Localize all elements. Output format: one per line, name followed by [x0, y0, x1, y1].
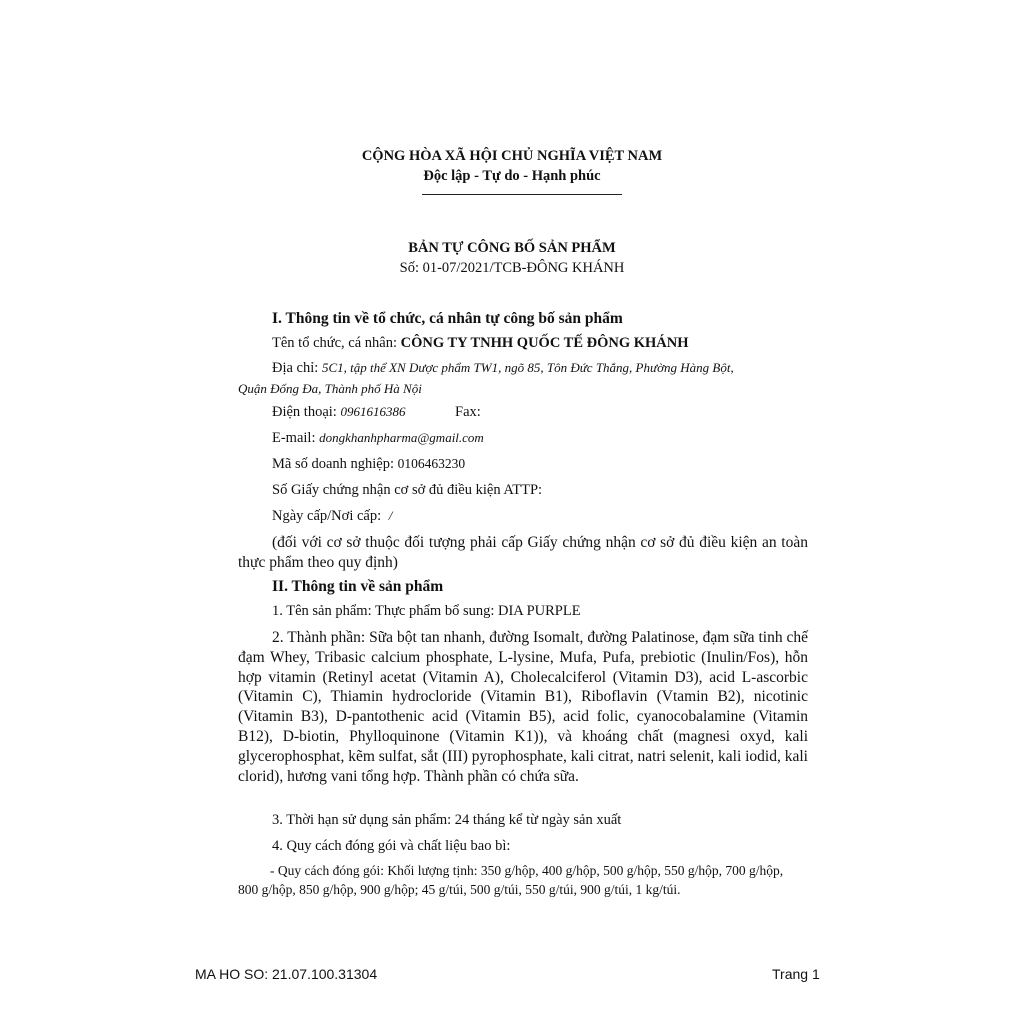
cert-label: Số Giấy chứng nhận cơ sở đủ điều kiện ATTP: — [272, 482, 543, 498]
product-name: 1. Tên sản phẩm: Thực phẩm bổ sung: DIA PURPLE — [272, 603, 581, 619]
org-value: CÔNG TY TNHH QUỐC TẾ ĐÔNG KHÁNH — [400, 335, 689, 351]
ingredients — [238, 628, 808, 786]
address-line1: 5C1, tập thể XN Dược phẩm TW1, ngõ 85, Tôn Đức Thắng, Phường Hàng Bột, — [321, 360, 734, 375]
email-label: E-mail: — [272, 430, 316, 446]
section2-heading: II. Thông tin về sản phẩm — [272, 578, 444, 595]
email-value: dongkhanhpharma@gmail.com — [319, 430, 484, 445]
issue-label: Ngày cấp/Nơi cấp: — [272, 508, 382, 524]
packaging-heading: 4. Quy cách đóng gói và chất liệu bao bì: — [272, 838, 511, 854]
issue-value: / — [388, 508, 393, 523]
biz-code-value: 0106463230 — [397, 456, 466, 471]
cert-note — [238, 533, 808, 573]
biz-code-label: Mã số doanh nghiệp: — [272, 456, 395, 472]
shelf-life: 3. Thời hạn sử dụng sản phẩm: 24 tháng kể từ ngày sản xuất — [272, 812, 622, 828]
address-label: Địa chỉ: — [272, 360, 319, 376]
section1-heading: I. Thông tin về tổ chức, cá nhân tự công bố sản phẩm — [272, 310, 623, 327]
motto: Độc lập - Tự do - Hạnh phúc — [423, 168, 601, 184]
biz-code-row — [272, 456, 465, 473]
issue-row — [272, 508, 392, 525]
header-divider — [422, 194, 622, 195]
org-label: Tên tổ chức, cá nhân: — [272, 335, 398, 351]
address-line2: Quận Đống Đa, Thành phố Hà Nội — [238, 381, 422, 396]
packing-spec-text: - Quy cách đóng gói: Khối lượng tịnh: 350 g/hộp, 400 g/hộp, 500 g/hộp, 550 g/hộp, 700 g/hộp, 800 g/hộp, 850 g/hộp, 900 g/hộp; 45 g/túi, 500 g/túi, 550 g/túi, 900 g/túi, 1 kg/túi. — [238, 863, 784, 897]
address-row — [272, 360, 734, 377]
document-number: Số: 01-07/2021/TCB-ĐÔNG KHÁNH — [399, 260, 625, 276]
fax-label: Fax: — [455, 404, 481, 420]
email-row — [272, 430, 484, 447]
packing-spec — [238, 861, 800, 899]
page-number: Trang 1 — [772, 966, 820, 982]
document-title: BẢN TỰ CÔNG BỐ SẢN PHẨM — [408, 240, 616, 256]
phone-value: 0961616386 — [340, 404, 406, 419]
ingredients-text: 2. Thành phần: Sữa bột tan nhanh, đường Isomalt, đường Palatinose, đạm sữa tinh chế đạm Whey, Tribasic calcium phosphate, L-lysine, Mufa, Pufa, prebiotic (Inulin/Fos), hỗn hợp vitamin (Retinyl acetat (Vitamin A), Cholecalciferol (Vitamin D3), acid L-ascorbic (Vitamin C), Thiamin hydrocloride (Vitamin B1), Riboflavin (Vtamin B2), nicotinic (Vitamin B3), D-pantothenic acid (Vitamin B5), acid folic, cyanocobalamine (Vitamin B12), D-biotin, Phylloquinone (Vitamin K1)), và khoáng chất (magnesi oxyd, kali glycerophosphat, kẽm sulfat, sắt (III) pyrophosphate, kali citrat, natri selenit, kali iodid, kali clorid), hương vani tổng hợp. Thành phần có chứa sữa. — [238, 629, 808, 785]
file-code: MA HO SO: 21.07.100.31304 — [195, 966, 378, 982]
nation-header: CỘNG HÒA XÃ HỘI CHỦ NGHĨA VIỆT NAM — [361, 148, 663, 164]
phone-label: Điện thoại: — [272, 404, 337, 420]
phone-row — [272, 404, 405, 421]
cert-note-text: (đối với cơ sở thuộc đối tượng phải cấp Giấy chứng nhận cơ sở đủ điều kiện an toàn thực phẩm theo quy định) — [238, 534, 808, 571]
org-row — [272, 335, 689, 352]
